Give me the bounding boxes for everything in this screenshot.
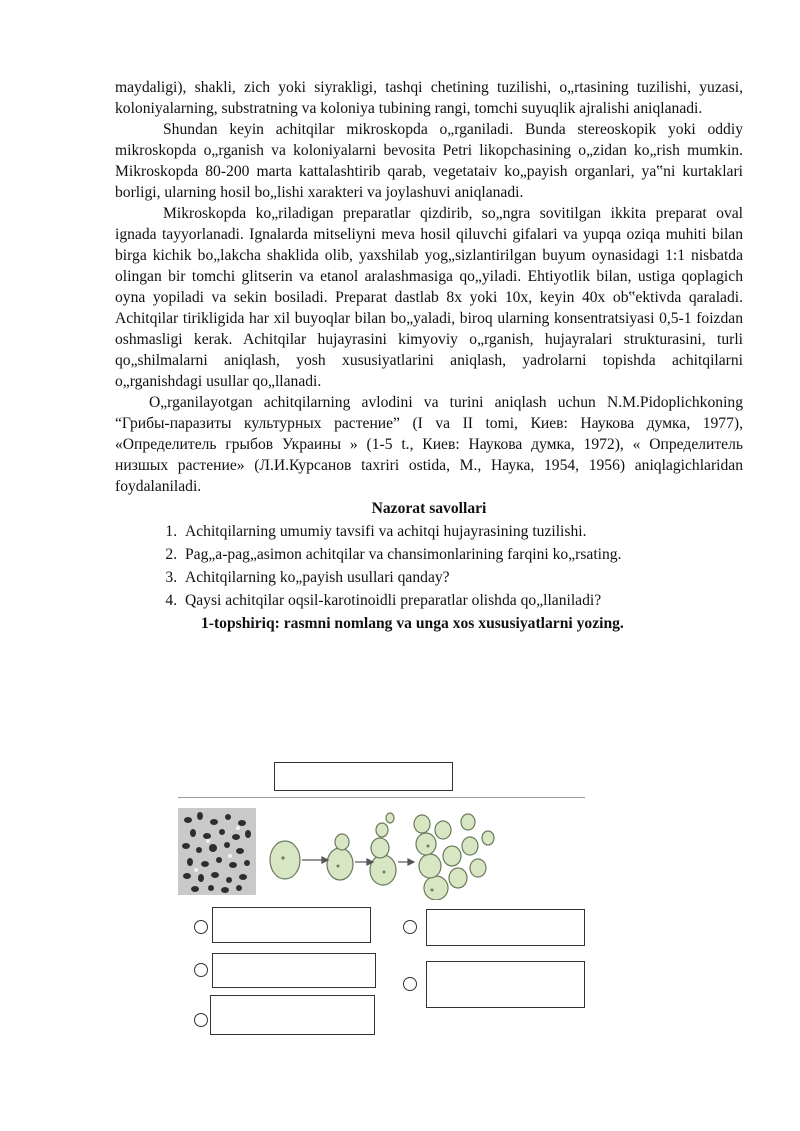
yeast-micrograph-image	[178, 808, 256, 895]
paragraph-1: maydaligi), shakli, zich yoki siyrakligi, tashqi chetining tuzilishi, o„rtasining tuzilishi, yuzasi, koloniyalarning, substratning va koloniya tubining rangi, tomchi suyuqlik ajralishi aniqlanadi.	[115, 79, 743, 117]
answer-radio-2[interactable]	[403, 920, 417, 934]
answer-radio-3[interactable]	[194, 963, 208, 977]
answer-box-5[interactable]	[210, 995, 375, 1035]
text-body	[115, 77, 743, 634]
questions-list	[115, 521, 743, 611]
figure-divider	[178, 797, 585, 798]
yeast-budding-diagram	[258, 808, 588, 900]
paragraph-2: Shundan keyin achitqilar mikroskopda o„rganiladi. Bunda stereoskopik yoki oddiy mikroskopda o„rganish va koloniyalarni bevosita Petri likopchasining o„zidan ko„rish mumkin. Mikroskopda 80-200 marta kattalashtirib qarab, vegetataiv ko„payish organlari, ya‟ni kurtaklari borligi, ularning hosil bo„lishi xarakteri va joylashuvi aniqlanadi.	[115, 121, 743, 201]
question-item: 3. Achitqilarning ko„payish usullari qanday?	[181, 567, 743, 588]
answer-box-4[interactable]	[426, 961, 585, 1008]
answer-radio-5[interactable]	[194, 1013, 208, 1027]
answer-radio-1[interactable]	[194, 920, 208, 934]
figure-title-answer-box[interactable]	[274, 762, 453, 791]
question-item: 4. Qaysi achitqilar oqsil-karotinoidli preparatlar olishda qo„llaniladi?	[181, 590, 743, 611]
question-item: 1. Achitqilarning umumiy tavsifi va achitqi hujayrasining tuzilishi.	[181, 521, 743, 542]
answer-box-3[interactable]	[212, 953, 376, 988]
paragraph-4: O„rganilayotgan achitqilarning avlodini va turini aniqlash uchun N.M.Pidoplichkoning “Грибы-паразиты культурных растение” (I va II tomi, Киев: Наукова думка, 1977), «Определитель грыбов Украины » (1-5 t., Киев: Наукова думка, 1972), « Определитель низшых растение» (Л.И.Курсанов taxriri ostida, M., Наука, 1954, 1956) aniqlagichlaridan foydalaniladi.	[115, 394, 743, 495]
answer-box-2[interactable]	[426, 909, 585, 946]
answer-box-1[interactable]	[212, 907, 371, 943]
task-heading: 1-topshiriq: rasmni nomlang va unga xos xususiyatlarni yozing.	[201, 615, 624, 632]
questions-heading: Nazorat savollari	[371, 500, 487, 517]
question-item: 2. Pag„a-pag„asimon achitqilar va chansimonlarining farqini ko„rsating.	[181, 544, 743, 565]
answer-radio-4[interactable]	[403, 977, 417, 991]
paragraph-3: Mikroskopda ko„riladigan preparatlar qizdirib, so„ngra sovitilgan ikkita preparat oval ignada tayyorlanadi. Ignalarda mitseliyni meva hosil qiluvchi gifalari va yupqa oziqa muhiti bilan birga kichik bo„lakcha shaklida olib, yaxshilab yog„sizlantirilgan buyum oynasidagi 1:1 nisbatda olingan bir tomchi glitserin va etanol aralashmasiga qo„yiladi. Ehtiyotlik bilan, ustiga qoplagich oyna yopiladi va sekin bosiladi. Preparat dastlab 8x yoki 10x, keyin 40x ob‟ektivda qaraladi. Achitqilar tirikligida har xil buyoqlar bilan bo„yaladi, biroq ularning konsentratsiyasi 0,5-1 foizdan oshmasligi kerak. Achitqilar hujayrasini kimyoviy o„rganish, hujayralari strukturasini, turli qo„shilmalarni aniqlash, yosh xususiyatlarini aniqlash, yadrolarni topishda achitqilarni o„rganishdagi usullar qo„llanadi.	[115, 205, 743, 390]
